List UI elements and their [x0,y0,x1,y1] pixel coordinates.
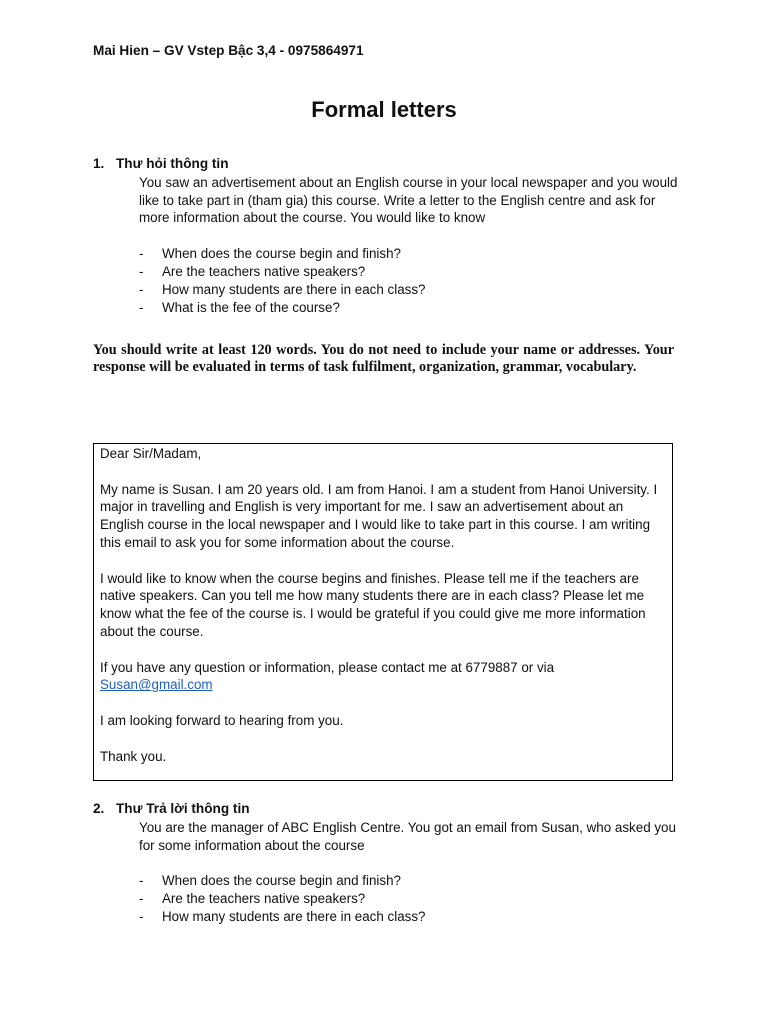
bullet-marker: - [139,300,144,315]
section-1-title: Thư hỏi thông tin [116,156,229,171]
list-item: - What is the fee of the course? [139,300,340,315]
list-item: - How many students are there in each class? [139,909,426,924]
list-item: - Are the teachers native speakers? [139,891,366,906]
section-2-bullet-list [139,872,425,926]
section-2-heading [93,801,250,816]
bullet-marker: - [139,909,144,924]
sample-letter-box [93,443,673,781]
page-header: Mai Hien – GV Vstep Bậc 3,4 - 0975864971 [93,43,364,58]
bullet-marker: - [139,264,144,279]
list-item: - How many students are there in each class? [139,282,426,297]
letter-paragraph-4: I am looking forward to hearing from you. [100,712,344,728]
bullet-marker: - [139,282,144,297]
bullet-marker: - [139,891,144,906]
section-2-title: Thư Trả lời thông tin [116,801,250,816]
page-title: Formal letters [311,97,457,122]
section-1-bullet-list [139,245,425,317]
section-2-number: 2. [93,801,105,816]
bullet-marker: - [139,873,144,888]
list-item: - Are the teachers native speakers? [139,264,366,279]
section-1-heading [93,156,229,171]
email-link[interactable]: Susan@gmail.com [100,677,213,693]
section-2-prompt: You are the manager of ABC English Centre. You got an email from Susan, who asked you for some information about the course [139,820,676,853]
letter-paragraph-1: My name is Susan. I am 20 years old. I am from Hanoi. I am a student from Hanoi University. I major in travelling and English is very important for me. I saw an advertisement about an English course in the local newspaper and I would like to take part in this course. I am writing this email to ask you for some information about the course. [100,481,658,550]
section-1-prompt: You saw an advertisement about an English course in your local newspaper and you would like to take part in (tham gia) this course. Write a letter to the English centre and ask for more information about the course. You would like to know [139,175,678,226]
bullet-marker: - [139,246,144,261]
letter-contact-text: If you have any question or information, please contact me at 6779887 or via [100,659,555,675]
writing-instructions: You should write at least 120 words. You do not need to include your name or addresses. Your response will be evaluated in terms of task fulfilment, organization, grammar, vocabulary. [93,342,674,375]
letter-greeting: Dear Sir/Madam, [100,446,202,461]
list-item: - When does the course begin and finish? [139,873,401,888]
list-item: - When does the course begin and finish? [139,246,401,261]
letter-paragraph-2: I would like to know when the course begins and finishes. Please tell me if the teachers are native speakers. Can you tell me how many students there are in each class? Please let me know what the fee of the course is. I would be grateful if you could give me more information about the course. [100,570,646,639]
letter-paragraph-3 [100,659,666,695]
section-1-number: 1. [93,156,105,171]
letter-closing: Thank you. [100,748,167,764]
